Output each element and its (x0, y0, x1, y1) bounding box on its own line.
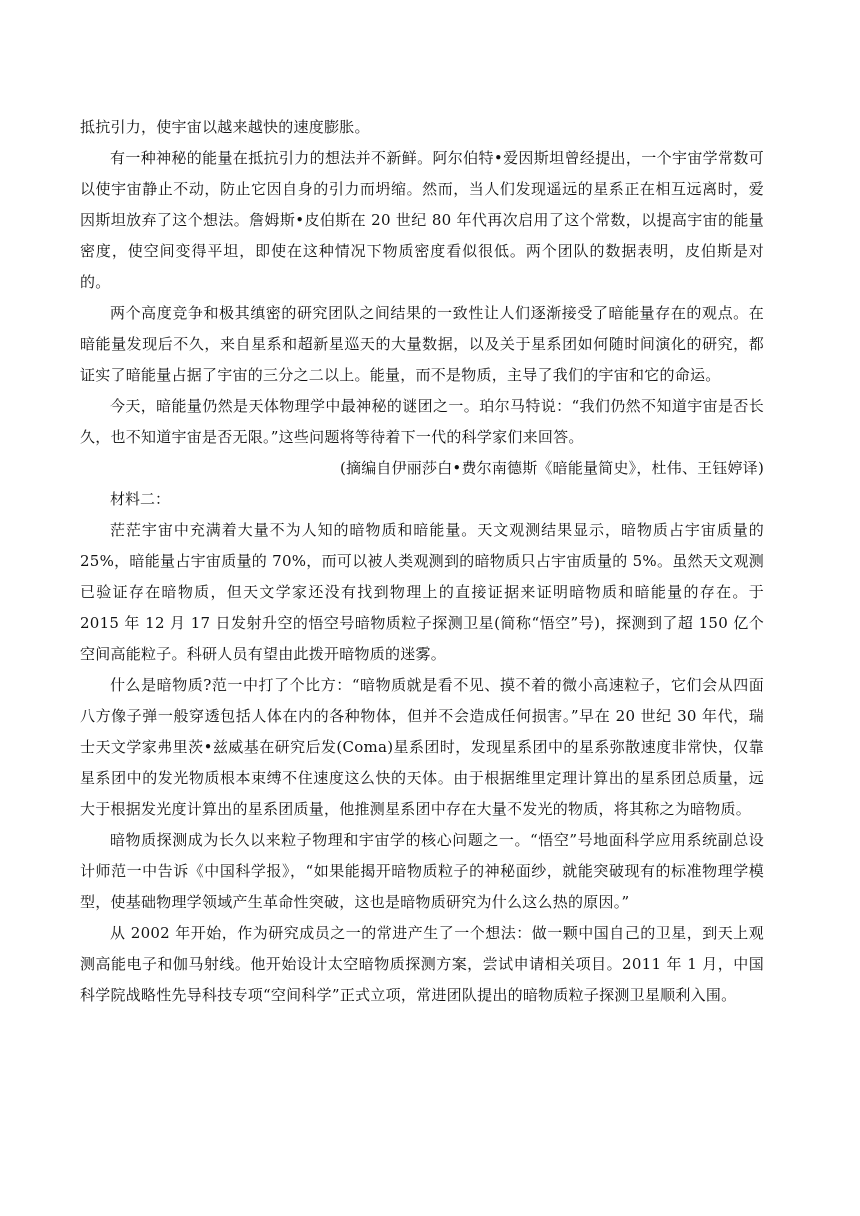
paragraph-dark-energy-acceptance: 两个高度竞争和极其缜密的研究团队之间结果的一致性让人们逐渐接受了暗能量存在的观点。在暗能量发现后不久，来自星系和超新星巡天的大量数据，以及关于星系团如何随时间演化的研究，都证实了暗能量占据了宇宙的三分之二以上。能量，而不是物质，主导了我们的宇宙和它的命运。 (80, 304, 764, 384)
paragraph-dark-matter-intro: 茫茫宇宙中充满着大量不为人知的暗物质和暗能量。天文观测结果显示，暗物质占宇宙质量的 25%，暗能量占宇宙质量的 70%，而可以被人类观测到的暗物质只占宇宙质量的 5%。虽然天文观测已验证存在暗物质，但天文学家还没有找到物理上的直接证据来证明暗物质和暗能量的存在。于 2015 年 12 月 17 日发射升空的悟空号暗物质粒子探测卫星(简称“悟空”号)，探测到了超 150 亿个空间高能粒子。科研人员有望由此拨开暗物质的迷雾。 (80, 521, 764, 663)
section-label-material-two: 材料二： (110, 490, 171, 508)
document-page (80, 112, 764, 1011)
paragraph-satellite-history: 从 2002 年开始，作为研究成员之一的常进产生了一个想法：做一颗中国自己的卫星，到天上观测高能电子和伽马射线。他开始设计太空暗物质探测方案，尝试申请相关项目。2011 年 1 月，中国科学院战略性先导科技专项“空间科学”正式立项，常进团队提出的暗物质粒子探测卫星顺利入围。 (80, 924, 764, 1004)
paragraph-dark-matter-detection: 暗物质探测成为长久以来粒子物理和宇宙学的核心问题之一。“悟空”号地面科学应用系统副总设计师范一中告诉《中国科学报》，“如果能揭开暗物质粒子的神秘面纱，就能突破现有的标准物理学模型，使基础物理学领域产生革命性突破，这也是暗物质研究为什么这么热的原因。” (80, 831, 764, 911)
source-citation: (摘编自伊丽莎白•费尔南德斯《暗能量简史》，杜伟、王钰婷译) (339, 459, 764, 477)
paragraph-dark-energy-mystery: 今天，暗能量仍然是天体物理学中最神秘的谜团之一。珀尔马特说：“我们仍然不知道宇宙是否长久，也不知道宇宙是否无限。”这些问题将等待着下一代的科学家们来回答。 (80, 397, 764, 446)
paragraph-what-is-dark-matter: 什么是暗物质?范一中打了个比方：“暗物质就是看不见、摸不着的微小高速粒子，它们会从四面八方像子弹一般穿透包括人体在内的各种物体，但并不会造成任何损害。”早在 20 世纪 30 年代，瑞士天文学家弗里茨•兹威基在研究后发(Coma)星系团时，发现星系团中的星系弥散速度非常快，仅靠星系团中的发光物质根本束缚不住速度这么快的天体。由于根据维里定理计算出的星系团总质量，远大于根据发光度计算出的星系团质量，他推测星系团中存在大量不发光的物质，将其称之为暗物质。 (80, 676, 764, 818)
paragraph-continuation: 抵抗引力，使宇宙以越来越快的速度膨胀。 (80, 118, 370, 136)
paragraph-einstein-constant: 有一种神秘的能量在抵抗引力的想法并不新鲜。阿尔伯特•爱因斯坦曾经提出，一个宇宙学常数可以使宇宙静止不动，防止它因自身的引力而坍缩。然而，当人们发现遥远的星系正在相互远离时，爱因斯坦放弃了这个想法。詹姆斯•皮伯斯在 20 世纪 80 年代再次启用了这个常数，以提高宇宙的能量密度，使空间变得平坦，即使在这种情况下物质密度看似很低。两个团队的数据表明，皮伯斯是对的。 (80, 149, 764, 291)
